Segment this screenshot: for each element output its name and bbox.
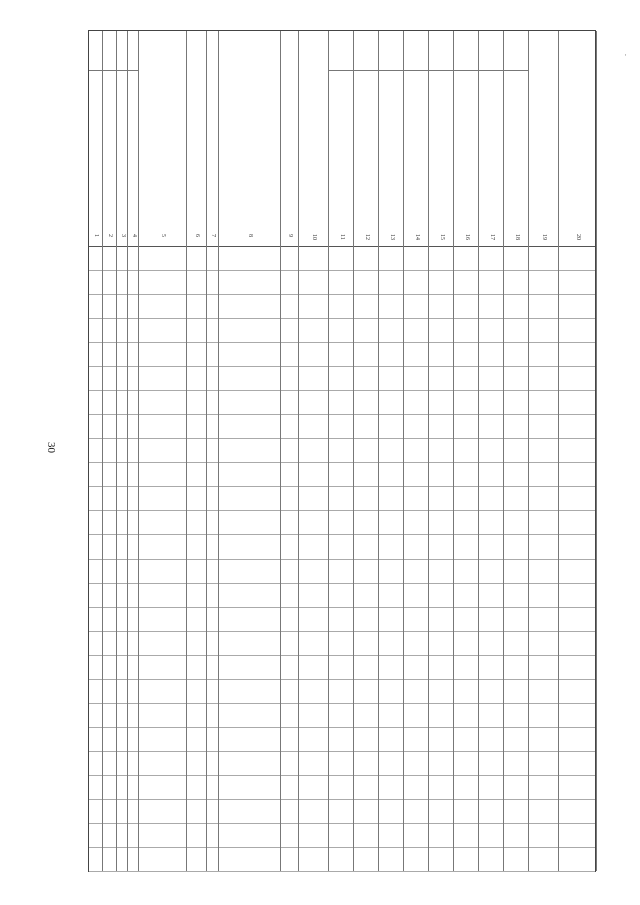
table-column	[429, 31, 454, 871]
table-column-number: 20	[575, 234, 581, 240]
table-column	[128, 31, 139, 871]
table-column-number: 6	[194, 234, 200, 237]
table-column-number: 9	[287, 234, 293, 237]
table-column	[117, 31, 128, 871]
table-column-number: 11	[338, 234, 345, 240]
table-column-number: 2	[107, 234, 113, 237]
table-column	[479, 31, 504, 871]
table-column-number: 13	[388, 234, 395, 240]
table-column	[379, 31, 404, 871]
table-column-number: 12	[363, 234, 370, 240]
table-column	[207, 31, 219, 871]
table-column-number: 14	[413, 234, 420, 240]
page-number: 30	[45, 442, 57, 453]
table-column-number: 8	[247, 234, 253, 237]
table-column-number: 19	[541, 234, 547, 240]
table-column	[559, 31, 597, 871]
table-column-number: 15	[438, 234, 445, 240]
table-column	[103, 31, 117, 871]
table-column-number: 1	[93, 234, 99, 237]
table-column	[187, 31, 207, 871]
table-column-number: 18	[513, 234, 520, 240]
table-column-number: 10	[311, 234, 317, 240]
rotated-budget-table	[88, 30, 596, 872]
table-column-number: 17	[488, 234, 495, 240]
table-column	[219, 31, 281, 871]
scan-artifact: ·	[624, 50, 627, 60]
table-column	[89, 31, 103, 871]
table-column	[281, 31, 299, 871]
table-column	[329, 31, 354, 871]
table-column	[529, 31, 559, 871]
table-column-number: 16	[463, 234, 470, 240]
table-column	[299, 31, 329, 871]
table-column	[404, 31, 429, 871]
table-column-number: 7	[210, 234, 216, 237]
table-column	[139, 31, 187, 871]
table-column	[354, 31, 379, 871]
table-column	[454, 31, 479, 871]
table-row-line	[89, 871, 595, 872]
table-column-number: 5	[160, 234, 166, 237]
table-column	[504, 31, 529, 871]
table-column-number: 4	[130, 234, 137, 237]
table-column-number: 3	[119, 234, 126, 237]
